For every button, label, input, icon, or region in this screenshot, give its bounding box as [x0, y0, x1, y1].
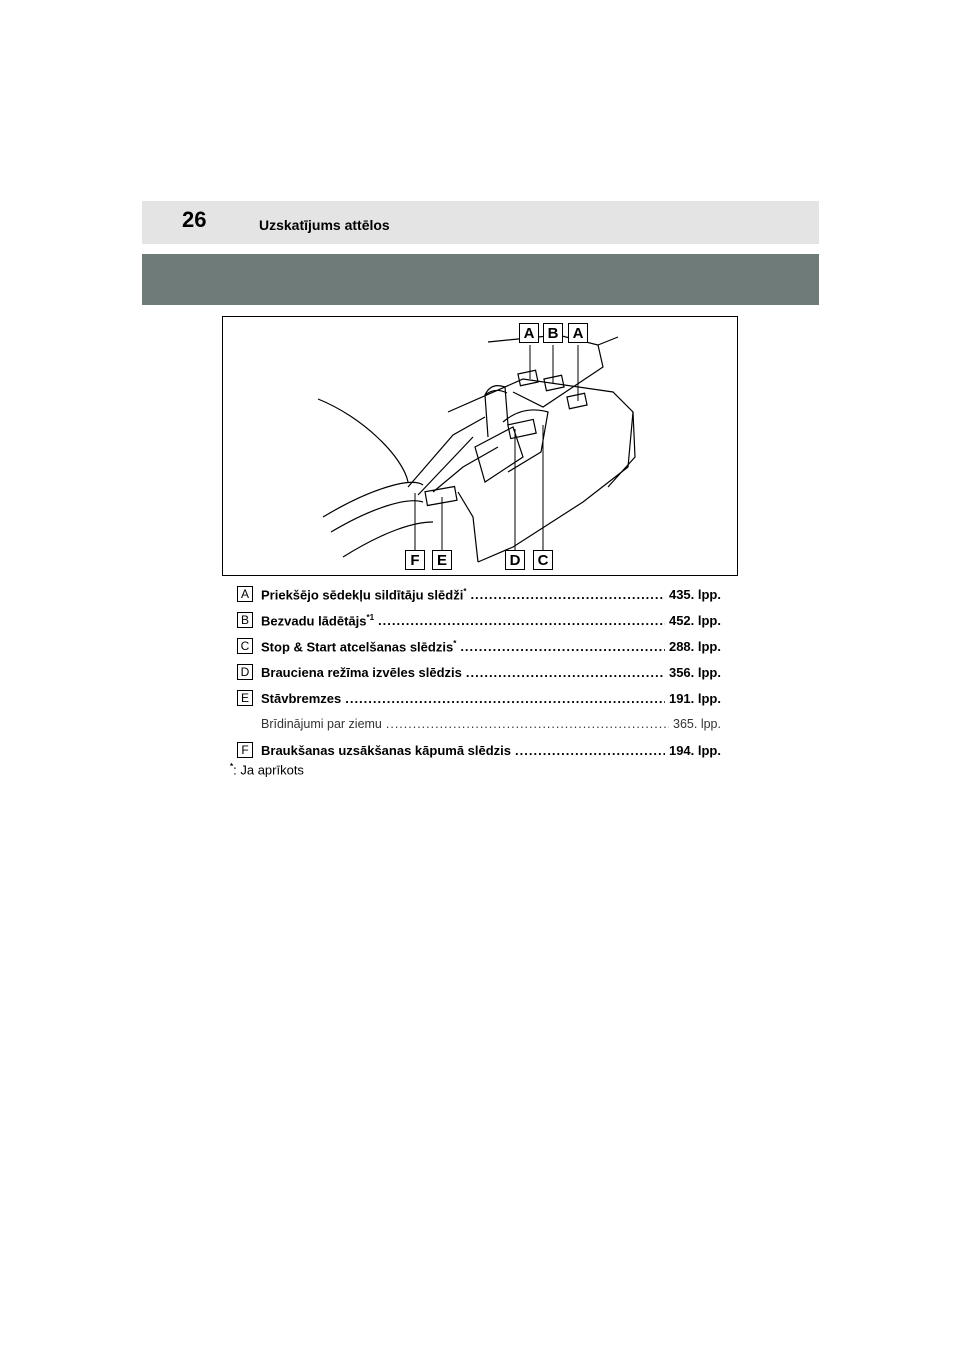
item-page-ref[interactable]: 365. lpp.: [673, 717, 721, 731]
item-label: Brauciena režīma izvēles slēdzis: [261, 665, 462, 680]
item-page-ref[interactable]: 435. lpp.: [668, 587, 721, 603]
list-item: [237, 662, 721, 688]
item-label: Bezvadu lādētājs: [261, 613, 367, 629]
item-label: Stop & Start atcelšanas slēdzis: [261, 639, 454, 655]
console-illustration: [222, 316, 738, 576]
item-mark: *1: [366, 613, 375, 622]
list-item: [237, 636, 721, 662]
callout-a-left: A: [519, 323, 539, 343]
item-key: E: [237, 690, 253, 706]
item-mark: *: [463, 587, 467, 596]
item-label: Brīdinājumi par ziemu: [261, 717, 382, 731]
list-item: [237, 610, 721, 636]
footnote: [230, 762, 304, 777]
list-item: [237, 688, 721, 714]
item-label: Braukšanas uzsākšanas kāpumā slēdzis: [261, 743, 512, 758]
callout-e: E: [432, 550, 452, 570]
item-page-ref[interactable]: 356. lpp.: [668, 665, 721, 680]
item-key: B: [237, 612, 253, 628]
section-title: Uzskatījums attēlos: [259, 217, 390, 233]
list-item: [237, 740, 721, 766]
item-key: D: [237, 664, 253, 680]
callout-f: F: [405, 550, 425, 570]
item-page-ref[interactable]: 194. lpp.: [668, 743, 721, 758]
footnote-mark: *: [230, 762, 234, 771]
title-band: [142, 254, 819, 305]
item-page-ref[interactable]: 452. lpp.: [668, 613, 721, 629]
item-list: [237, 584, 721, 766]
item-label: Stāvbremzes: [261, 691, 342, 706]
footnote-text: : Ja aprīkots: [233, 762, 304, 778]
item-key: A: [237, 586, 253, 602]
item-page-ref[interactable]: 288. lpp.: [668, 639, 721, 655]
item-key: F: [237, 742, 253, 758]
page-header: [142, 201, 819, 244]
item-mark: *: [453, 639, 457, 648]
callout-c: C: [533, 550, 553, 570]
list-subitem: [237, 714, 721, 740]
callout-b: B: [543, 323, 563, 343]
list-item: [237, 584, 721, 610]
item-label: Priekšējo sēdekļu sildītāju slēdži: [261, 587, 464, 603]
console-drawing: [223, 317, 738, 576]
page-number: 26: [182, 207, 207, 232]
callout-d: D: [505, 550, 525, 570]
item-key: C: [237, 638, 253, 654]
callout-a-right: A: [568, 323, 588, 343]
item-page-ref[interactable]: 191. lpp.: [668, 691, 721, 706]
